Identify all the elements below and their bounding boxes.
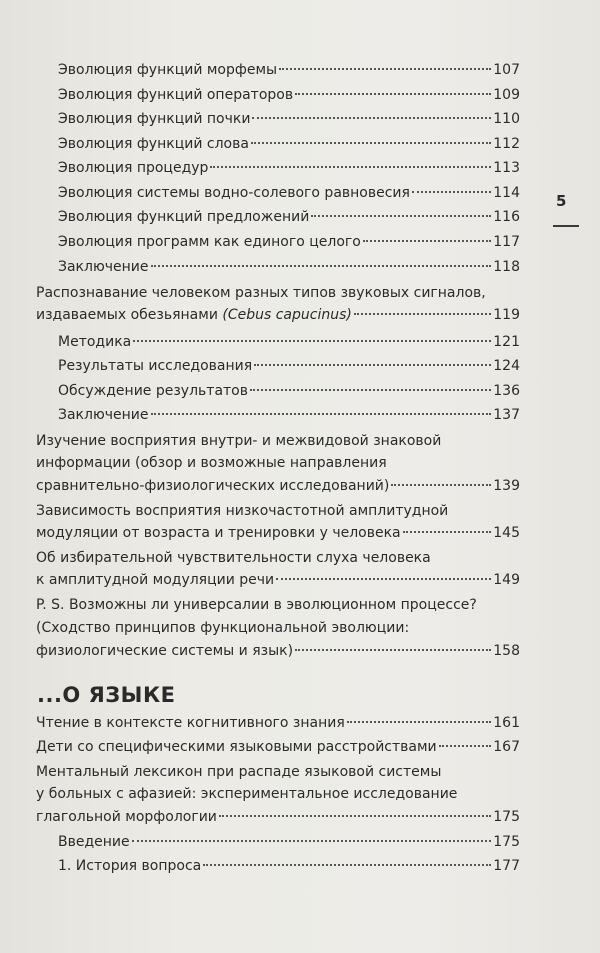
page-number: 5 [556,192,567,210]
toc-entry-title: Заключение [58,259,149,275]
leader-dots [354,313,491,315]
toc-entry-title: Методика [58,334,132,350]
toc-entry-title-line: Распознавание человеком разных типов звуковых сигналов, [36,285,486,301]
toc-entry-title-line: Об избирательной чувствительности слуха человека [36,550,431,566]
leader-dots [251,142,491,144]
toc-entry-title: Дети со специфическими языковыми расстройствами [36,739,437,755]
toc-entry-title: Эволюция программ как единого целого [58,234,361,250]
toc-entry[interactable] [58,831,520,853]
toc-entry[interactable] [58,231,520,253]
toc-entry-title: Эволюция функций почки [58,111,251,127]
toc-entry-page: 137 [493,407,520,423]
toc-entry-page: 124 [493,358,520,374]
toc-entry-title: Эволюция системы водно-солевого равновесия [58,185,410,201]
toc-entry-title: Эволюция функций слова [58,136,249,152]
toc-entry-title: Эволюция функций предложений [58,209,310,225]
toc-entry[interactable] [58,157,520,179]
toc-entry-page: 158 [493,643,520,659]
toc-entry[interactable] [58,133,520,155]
toc-entry[interactable] [58,59,520,81]
toc-entry[interactable] [58,404,520,426]
toc-entry[interactable] [36,522,520,544]
toc-entry-title-line: Изучение восприятия внутри- и межвидовой знаковой [36,433,442,449]
toc-entry-title: физиологические системы и язык) [36,643,294,659]
toc-entry-title-line: Зависимость восприятия низкочастотной амплитудной [36,503,449,519]
toc-entry-title-line: информации (обзор и возможные направления [36,455,387,471]
toc-entry-page: 139 [493,478,520,494]
leader-dots [279,68,491,70]
leader-dots [363,240,491,242]
toc-entry-title: Эволюция функций операторов [58,87,294,103]
toc-entry-title: сравнительно-физиологических исследований) [36,478,390,494]
toc-entry-page: 149 [493,572,520,588]
toc-entry-page: 145 [493,525,520,541]
toc-entry-title-line: Ментальный лексикон при распаде языковой системы [36,764,442,780]
toc-entry[interactable] [58,380,520,402]
leader-dots [151,265,492,267]
toc-entry-page: 136 [493,383,520,399]
toc-entry[interactable] [36,712,520,734]
leader-dots [132,840,492,842]
toc-entry-page: 112 [493,136,520,152]
leader-dots [347,721,491,723]
toc-entry[interactable] [58,108,520,130]
leader-dots [250,389,491,391]
toc-entry[interactable] [58,355,520,377]
leader-dots [412,191,491,193]
leader-dots [295,93,491,95]
toc-entry-page: 175 [493,809,520,825]
leader-dots [403,531,492,533]
toc-entry-page: 121 [493,334,520,350]
toc-entry[interactable] [36,640,520,662]
leader-dots [219,815,491,817]
toc-entry-title: Обсуждение результатов [58,383,248,399]
toc-entry-title: Введение [58,834,130,850]
toc-entry-title: Чтение в контексте когнитивного знания [36,715,345,731]
toc-entry[interactable] [58,84,520,106]
toc-entry-title: модуляции от возраста и тренировки у человека [36,525,401,541]
toc-entry-title-part: издаваемых обезьянами [36,307,223,323]
toc-entry[interactable] [36,736,520,758]
toc-entry[interactable] [58,855,520,877]
toc-entry[interactable] [58,206,520,228]
toc-entry[interactable] [58,256,520,278]
toc-entry-page: 119 [493,307,520,323]
toc-entry[interactable] [36,304,520,326]
toc-entry-title: Эволюция процедур [58,160,209,176]
toc-entry-title [36,304,352,326]
toc-entry-title-line: (Сходство принципов функциональной эволюции: [36,620,410,636]
toc-entry-page: 114 [493,185,520,201]
leader-dots [276,578,491,580]
leader-dots [311,215,491,217]
toc-entry-page: 161 [493,715,520,731]
toc-entry[interactable] [36,806,520,828]
toc-entry[interactable] [58,331,520,353]
leader-dots [295,649,491,651]
toc-entry-page: 117 [493,234,520,250]
toc-entry-title: Заключение [58,407,149,423]
leader-dots [210,166,491,168]
toc-entry-title: глагольной морфологии [36,809,217,825]
toc-entry[interactable] [36,475,520,497]
toc-entry[interactable] [36,569,520,591]
toc-entry-title-line: P. S. Возможны ли универсалии в эволюционном процессе? [36,597,477,613]
toc-entry-page: 177 [493,858,520,874]
leader-dots [252,117,491,119]
toc-entry-title: Результаты исследования [58,358,253,374]
toc-entry[interactable] [58,182,520,204]
leader-dots [151,413,492,415]
leader-dots [254,364,491,366]
toc-entry-title: к амплитудной модуляции речи [36,572,275,588]
leader-dots [391,484,491,486]
toc-entry-page: 167 [493,739,520,755]
toc-entry-page: 113 [493,160,520,176]
toc-entry-page: 110 [493,111,520,127]
toc-entry-page: 107 [493,62,520,78]
species-name: (Cebus capucinus) [222,307,352,323]
toc-entry-page: 109 [493,87,520,103]
toc-entry-page: 116 [493,209,520,225]
leader-dots [133,340,491,342]
toc-entry-title: 1. История вопроса [58,858,202,874]
section-title: ...О ЯЗЫКЕ [37,683,176,707]
toc-entry-page: 175 [493,834,520,850]
toc-entry-title-line: у больных с афазией: экспериментальное исследование [36,786,458,802]
leader-dots [439,745,492,747]
toc-entry-title: Эволюция функций морфемы [58,62,278,78]
leader-dots [203,864,491,866]
toc-entry-page: 118 [493,259,520,275]
